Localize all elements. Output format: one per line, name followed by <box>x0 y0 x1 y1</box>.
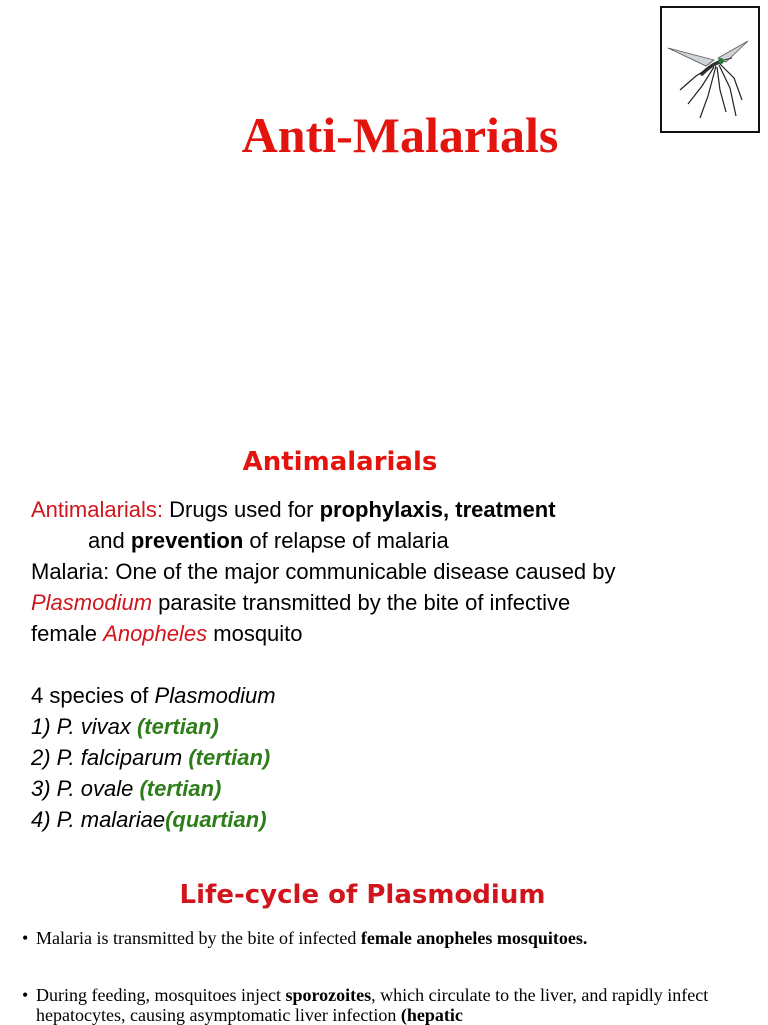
definition-bold-2: prevention <box>130 528 244 553</box>
bullet-text-plain-2: , which circulate to the liver, and rapidly infect hepatocytes, causing asymptomatic liver infection <box>36 985 709 1025</box>
bullet-icon: • <box>22 985 29 1005</box>
species-name: 2) P. falciparum <box>31 745 189 770</box>
malaria-line-2 <box>31 587 751 618</box>
slide-heading: Life-cycle of Plasmodium <box>179 880 546 910</box>
species-type: (tertian) <box>188 745 271 770</box>
malaria-line: Malaria: One of the major communicable disease caused by <box>31 559 616 584</box>
plasmodium-term: Plasmodium <box>31 590 153 615</box>
slide-title: Anti-Malarials <box>241 107 559 163</box>
spacer <box>31 649 751 680</box>
species-item <box>31 711 751 742</box>
bullet-text-plain: Malaria is transmitted by the bite of infected <box>36 928 361 948</box>
species-type: (tertian) <box>139 776 222 801</box>
bullet-text-bold: sporozoites <box>285 985 372 1005</box>
life-cycle-slide <box>0 860 768 1024</box>
slide-heading: Antimalarials <box>242 447 438 477</box>
bullet-item <box>22 985 752 1025</box>
antimalarials-slide <box>0 400 768 860</box>
bullet-text-plain: During feeding, mosquitoes inject <box>36 985 286 1005</box>
definition-text-2: and <box>88 528 131 553</box>
definition-bold: prophylaxis, treatment <box>319 497 556 522</box>
mosquito-image <box>660 6 760 133</box>
definition-line <box>31 494 751 525</box>
bullet-list <box>22 928 752 1025</box>
species-name: 3) P. ovale <box>31 776 140 801</box>
definition-term: Antimalarials: <box>31 497 164 522</box>
definition-text: Drugs used for <box>163 497 320 522</box>
species-name: 4) P. malariae <box>31 807 166 832</box>
species-intro-text: 4 species of <box>31 683 155 708</box>
definition-text-3: of relapse of malaria <box>243 528 449 553</box>
bullet-item <box>22 928 752 948</box>
female-text: female <box>31 621 104 646</box>
anopheles-term: Anopheles <box>103 621 208 646</box>
bullet-text <box>36 928 752 948</box>
species-intro <box>31 680 751 711</box>
bullet-icon: • <box>22 928 29 948</box>
species-type: (quartian) <box>165 807 267 832</box>
species-name: 1) P. vivax <box>31 714 137 739</box>
definition-line-2 <box>31 525 751 556</box>
species-type: (tertian) <box>136 714 219 739</box>
species-item <box>31 804 751 835</box>
slide-body <box>31 494 751 835</box>
mosquito-text: mosquito <box>207 621 303 646</box>
malaria-text-2: parasite transmitted by the bite of infective <box>152 590 571 615</box>
bullet-text-bold: female anopheles mosquitoes. <box>360 928 588 948</box>
species-item <box>31 742 751 773</box>
mosquito-icon <box>662 8 758 131</box>
bullet-text-bold-2: (hepatic <box>400 1005 463 1025</box>
species-item <box>31 773 751 804</box>
title-slide <box>0 0 768 400</box>
malaria-line-3 <box>31 618 751 649</box>
bullet-text <box>36 985 752 1025</box>
species-genus: Plasmodium <box>154 683 276 708</box>
